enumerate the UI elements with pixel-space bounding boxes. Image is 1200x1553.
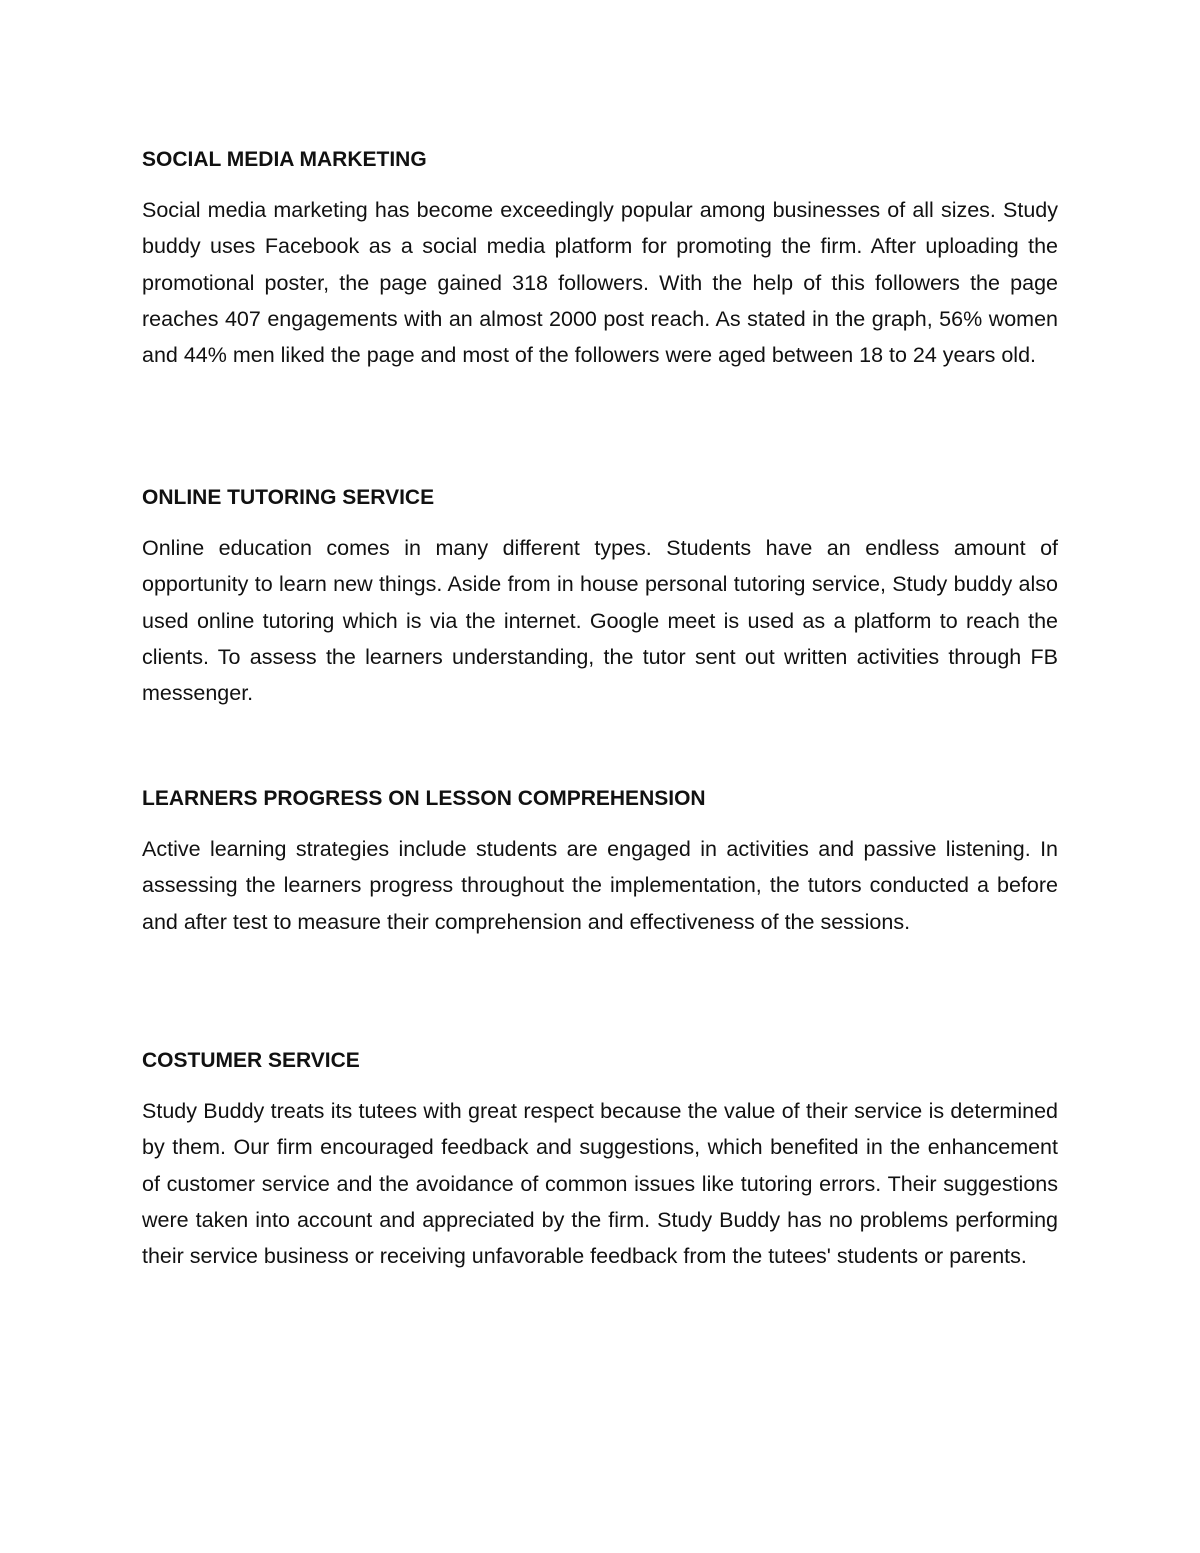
document-page <box>142 142 1058 1269</box>
section-online-tutoring-service <box>142 480 1058 711</box>
section-costumer-service <box>142 1043 1058 1274</box>
section-heading: SOCIAL MEDIA MARKETING <box>142 148 427 171</box>
section-heading: COSTUMER SERVICE <box>142 1049 360 1072</box>
section-paragraph: Online education comes in many different types. Students have an endless amount of opportunity to learn new things. Aside from in house personal tutoring service, Study buddy also used online tutoring which is via the internet. Google meet is used as a platform to reach the clients. To assess the learners understanding, the tutor sent out written activities through FB messenger. <box>142 536 1058 706</box>
section-paragraph: Study Buddy treats its tutees with great respect because the value of their service is determined by them. Our firm encouraged feedback and suggestions, which benefited in the enhancement of customer service and the avoidance of common issues like tutoring errors. Their suggestions were taken into account and appreciated by the firm. Study Buddy has no problems performing their service business or receiving unfavorable feedback from the tutees' students or parents. <box>142 1099 1058 1269</box>
section-paragraph: Social media marketing has become exceedingly popular among businesses of all sizes. Study buddy uses Facebook as a social media platform for promoting the firm. After uploading the promotional poster, the page gained 318 followers. With the help of this followers the page reaches 407 engagements with an almost 2000 post reach. As stated in the graph, 56% women and 44% men liked the page and most of the followers were aged between 18 to 24 years old. <box>142 198 1058 368</box>
section-social-media-marketing <box>142 142 1058 373</box>
section-heading: ONLINE TUTORING SERVICE <box>142 486 435 509</box>
section-paragraph: Active learning strategies include students are engaged in activities and passive listening. In assessing the learners progress throughout the implementation, the tutors conducted a before and after test to measure their comprehension and effectiveness of the sessions. <box>142 837 1058 934</box>
section-learners-progress <box>142 781 1058 940</box>
section-heading: LEARNERS PROGRESS ON LESSON COMPREHENSION <box>142 787 706 810</box>
